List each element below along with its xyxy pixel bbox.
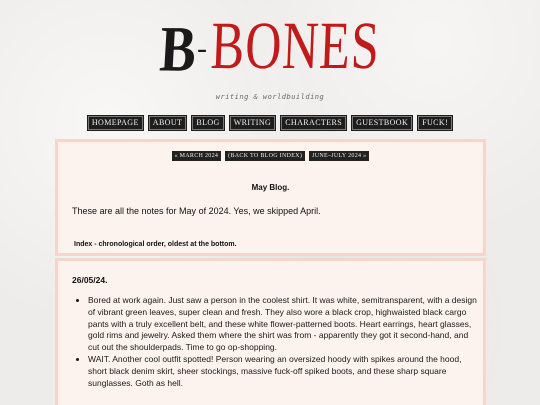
index-note: Index - chronological order, oldest at the bottom. bbox=[74, 241, 237, 248]
nav-homepage-button[interactable]: HOMEPAGE bbox=[87, 115, 144, 131]
nav-about-button[interactable]: ABOUT bbox=[148, 115, 188, 131]
header-panel-inner bbox=[58, 142, 483, 253]
prev-month-button[interactable]: « MARCH 2024 bbox=[172, 151, 222, 161]
header-panel bbox=[55, 139, 486, 256]
site-logo[interactable] bbox=[0, 8, 540, 86]
logo-bones: BONES bbox=[209, 7, 382, 83]
nav-characters-button[interactable]: CHARACTERS bbox=[280, 115, 347, 131]
blog-month-nav bbox=[58, 151, 483, 161]
nav-blog-button[interactable]: BLOG bbox=[191, 115, 224, 131]
entry-date: 26/05/24. bbox=[72, 275, 108, 285]
entry-panel bbox=[55, 258, 486, 405]
intro-text: These are all the notes for May of 2024. Yes, we skipped April. bbox=[72, 206, 321, 216]
nav-fuck-button[interactable]: FUCK! bbox=[417, 115, 453, 131]
nav-writing-button[interactable]: WRITING bbox=[229, 115, 276, 131]
list-item: • Bored at work again. Just saw a person in the coolest shirt. It was white, semitransparent, with a design of vibrant green leaves, super clean and fresh. They also wore a black crop, highwaisted black cargo pants with a truly excellent belt, and these white flower-patterned boots. Heart earrings, heart glasses, gold rims and jewelry. Asked them where the shirt was from - apparently they got it second-hand, and cut out the shoulderpads. Time to go op-shopping. bbox=[88, 295, 480, 354]
back-to-index-button[interactable]: (BACK TO BLOG INDEX) bbox=[225, 151, 305, 161]
entry-list bbox=[72, 295, 480, 389]
nav-guestbook-button[interactable]: GUESTBOOK bbox=[351, 115, 413, 131]
site-tagline: writing & worldbuilding bbox=[215, 93, 325, 101]
entry-panel-inner bbox=[58, 261, 483, 405]
logo-dash: - bbox=[197, 32, 208, 65]
main-nav bbox=[0, 115, 540, 131]
logo-b: B bbox=[157, 12, 198, 85]
page-title: May Blog. bbox=[251, 183, 290, 192]
list-item: • WAIT. Another cool outfit spotted! Person wearing an oversized hoody with spikes around the hood, short black denim skirt, sheer stockings, massive fuck-off spiked boots, and these sharp square sunglasses. Goth as hell. bbox=[88, 354, 480, 389]
next-month-button[interactable]: JUNE–JULY 2024 » bbox=[309, 151, 369, 161]
